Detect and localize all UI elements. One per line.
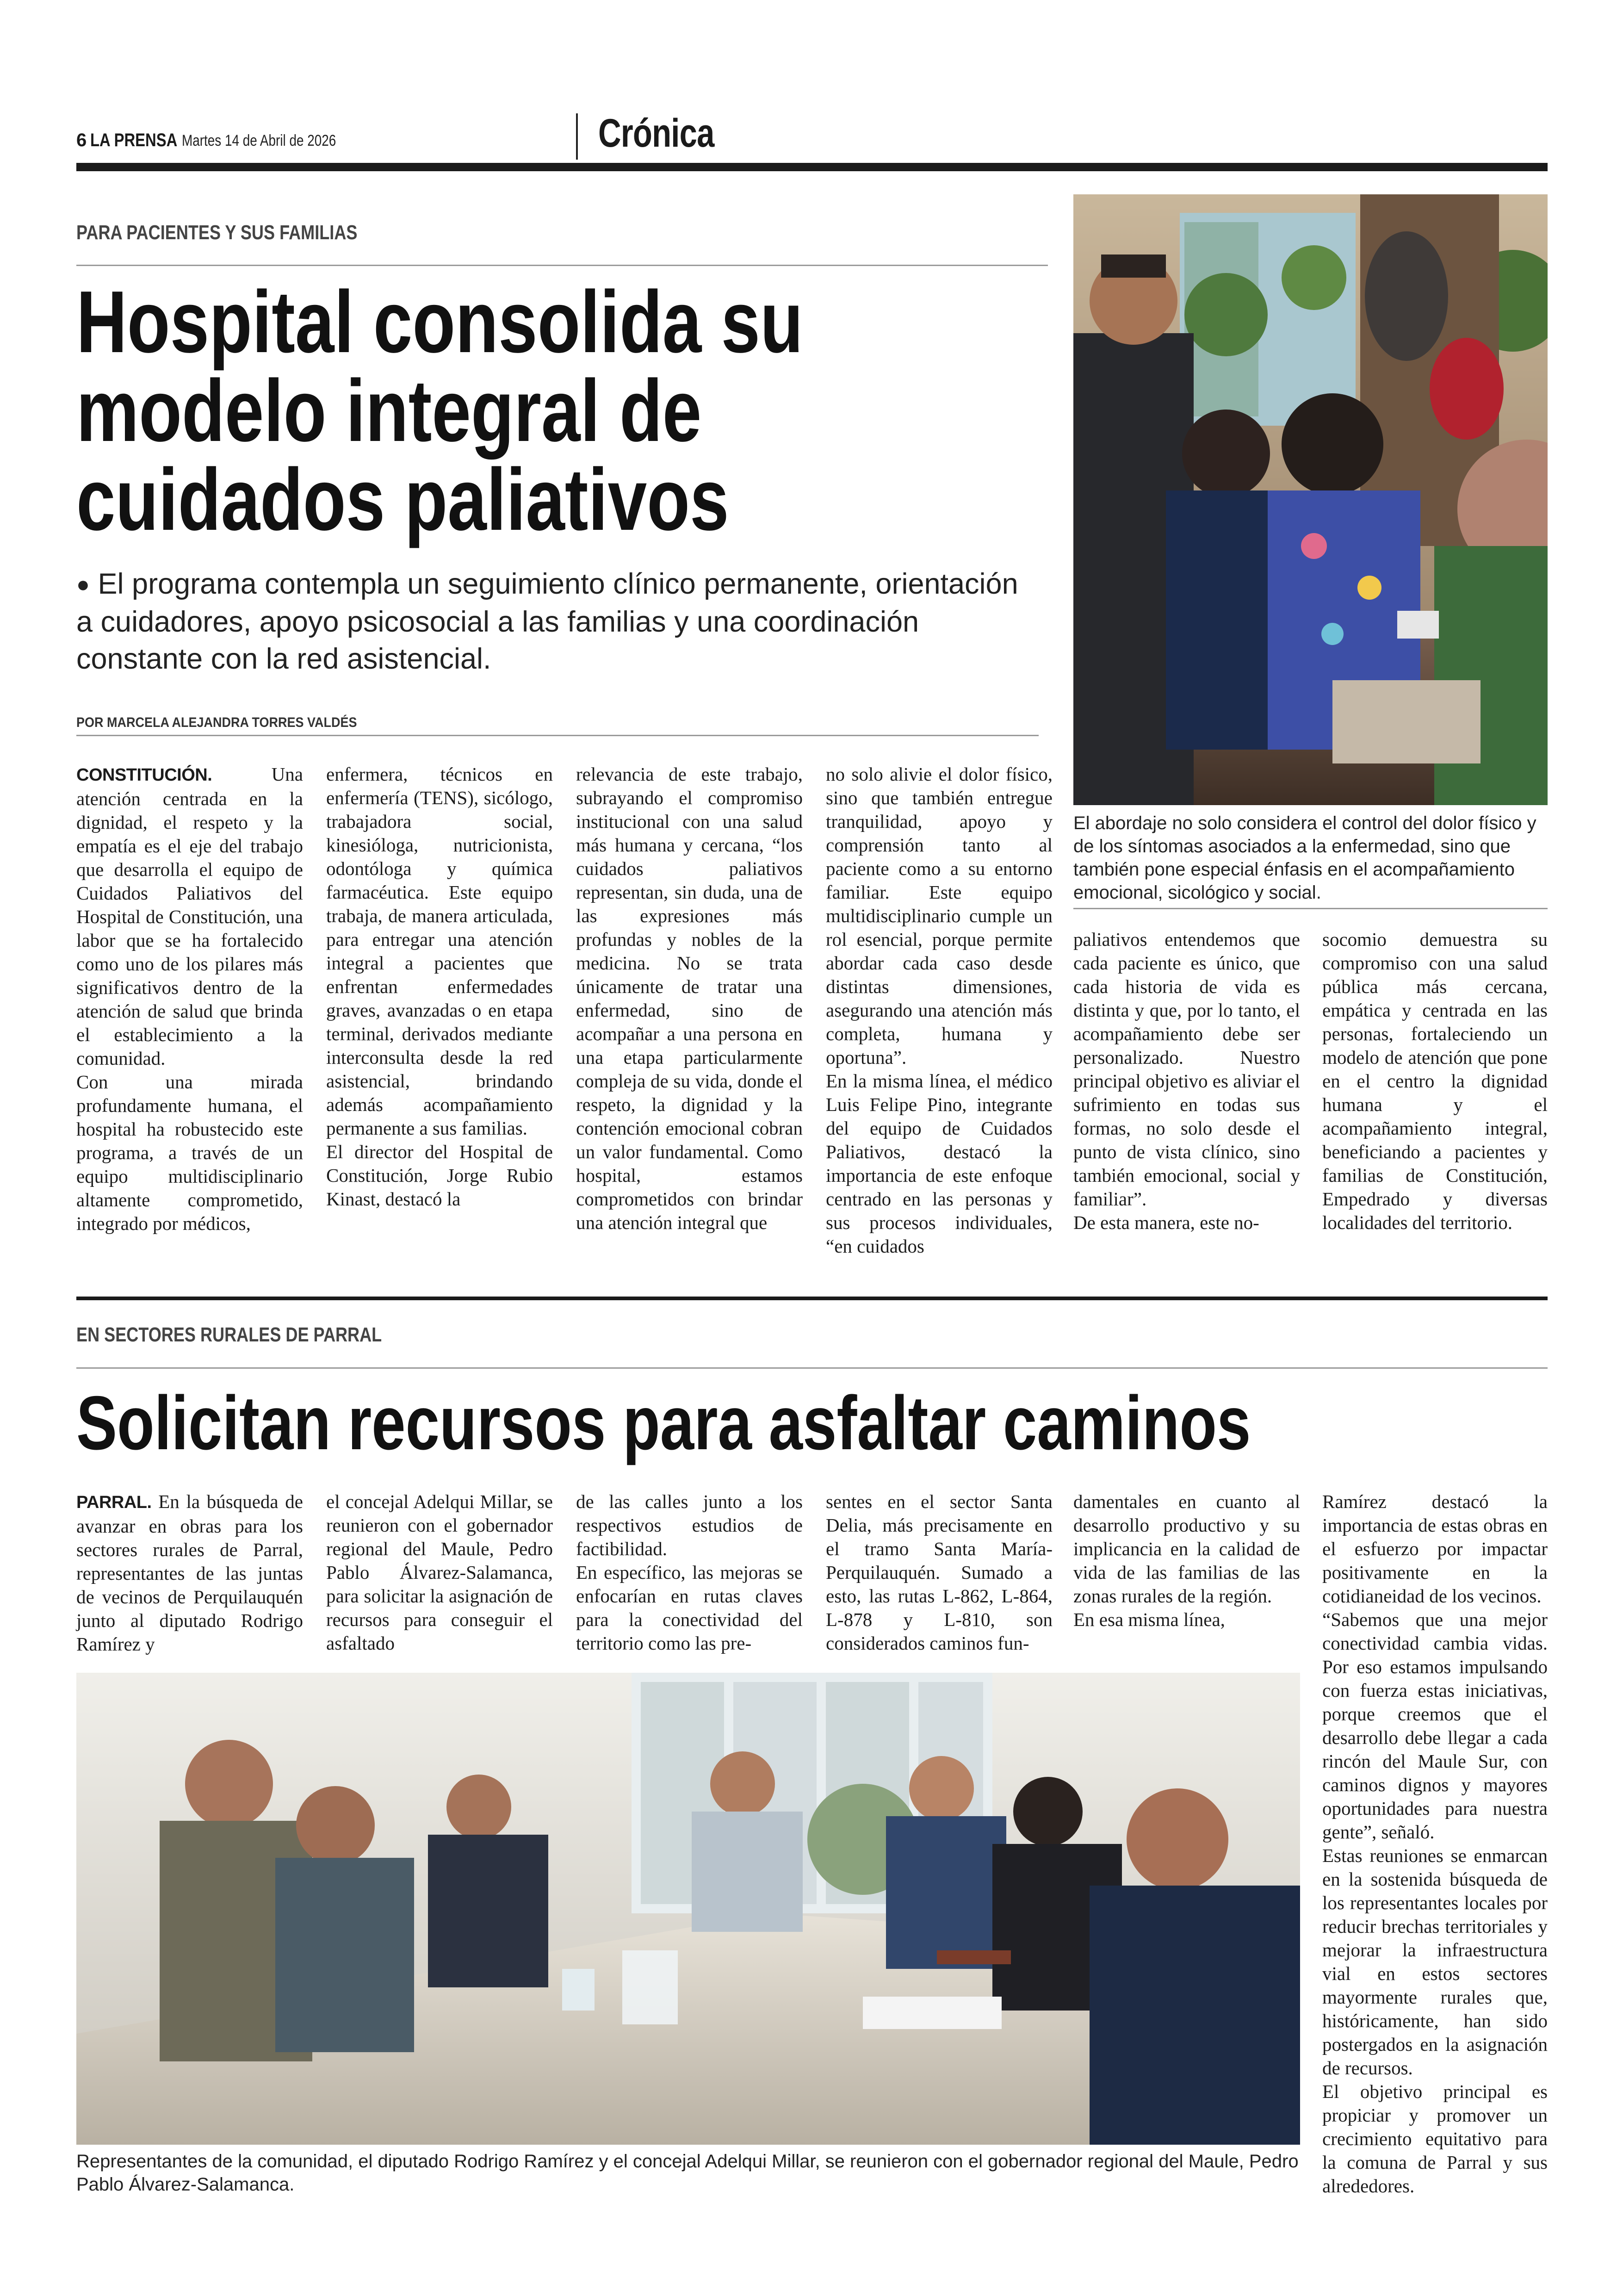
paragraph: damentales en cuanto al desarrollo productivo y su implicancia en la calidad de vida de las familias de las zonas rurales de la región. xyxy=(1073,1491,1300,1607)
paragraph xyxy=(76,763,303,1070)
paragraph: el concejal Adelqui Millar, se reunieron con el gobernador regional del Maule, Pedro Pablo Álvarez-Salamanca, para solicitar la asignación de recursos para conseguir el asfaltado xyxy=(326,1491,553,1654)
article1-column-2 xyxy=(326,763,553,1211)
article1-column-6 xyxy=(1322,928,1548,1235)
paragraph: De esta manera, este no- xyxy=(1073,1212,1259,1233)
headline-line: cuidados paliativos xyxy=(76,451,729,549)
paragraph: de las calles junto a los respectivos estudios de factibilidad. xyxy=(576,1491,803,1559)
article2-column-4 xyxy=(826,1490,1053,1655)
article2-headline: Solicitan recursos para asfaltar caminos xyxy=(76,1380,1251,1465)
article2-column-3 xyxy=(576,1490,803,1655)
byline-rule xyxy=(76,735,1039,736)
article1-kicker: PARA PACIENTES Y SUS FAMILIAS xyxy=(76,221,358,244)
article2-column-1 xyxy=(76,1490,303,1656)
paragraph: En la misma línea, el médico Luis Felipe Pino, integrante del equipo de Cuidados Paliativos, destacó la importancia de este enfoque centrado en las personas y sus procesos individuales, “en cuidados xyxy=(826,1070,1053,1257)
paragraph: relevancia de este trabajo, subrayando el compromiso institucional con una salud más humana y cercana, “los cuidados paliativos representan, sin duda, una de las expresiones más profundas y nobles de la medicina. No se trata únicamente de tratar una enfermedad, sino de acompañar a una persona en una etapa particularmente compleja de su vida, donde el respeto, la dignidad y la contención emocional cobran un valor fundamental. Como hospital, estamos comprometidos con brindar una atención integral que xyxy=(576,763,803,1233)
bullet-icon: ● xyxy=(76,572,90,597)
article1-byline: POR MARCELA ALEJANDRA TORRES VALDÉS xyxy=(76,715,357,730)
article1-column-3 xyxy=(576,763,803,1235)
paragraph: enfermera, técnicos en enfermería (TENS), sicólogo, trabajadora social, kinesióloga, nutricionista, odontóloga y química farmacéutica. Este equipo trabaja, de manera articulada, para entregar una atención integral a pacientes que enfrentan enfermedades graves, avanzadas o en etapa terminal, derivados mediante interconsulta desde la red asistencial, brindando además acompañamiento permanente a sus familias. xyxy=(326,763,553,1139)
paragraph: En específico, las mejoras se enfocarían en rutas claves para la conectividad del territorio como las pre- xyxy=(576,1562,803,1654)
article1-column-1 xyxy=(76,763,303,1235)
article1-headline xyxy=(76,273,1048,549)
paragraph: El objetivo principal es propiciar y promover un crecimiento equitativo para la comuna de Parral y sus alrededores. xyxy=(1322,2081,1548,2197)
article2-kicker: EN SECTORES RURALES DE PARRAL xyxy=(76,1323,382,1346)
article2-column-2 xyxy=(326,1490,553,1655)
caption-rule xyxy=(1073,908,1548,909)
dateline: PARRAL. xyxy=(76,1493,152,1512)
paragraph: “Sabemos que una mejor conectividad cambia vidas. Por eso estamos impulsando con fuerza estas iniciativas, porque creemos que el desarrollo debe llegar a cada rincón del Maule Sur, con caminos dignos y mayores oportunidades para nuestra gente”, señaló. xyxy=(1322,1609,1548,1843)
page-header xyxy=(76,113,1548,164)
section-title: Crónica xyxy=(598,111,714,155)
article1-photo-caption: El abordaje no solo considera el control del dolor físico y de los síntomas asociados a la enfermedad, sino que también pone especial énfasis en el acompañamiento emocional, sicológico y social. xyxy=(1073,813,1536,903)
article1-photo xyxy=(1073,194,1548,805)
kicker-rule xyxy=(76,1367,1548,1369)
publication-name: LA PRENSA xyxy=(90,130,178,150)
article-separator xyxy=(76,1297,1548,1300)
headline-line: Hospital consolida su xyxy=(76,273,803,371)
paragraph xyxy=(76,1490,303,1656)
issue-date: Martes 14 de Abril de 2026 xyxy=(182,132,336,149)
paragraph: socomio demuestra su compromiso con una salud pública más cercana, empática y centrada en las personas, fortaleciendo un modelo de atención que pone en el centro la dignidad humana y el acompañamiento integral, beneficiando a pacientes y familias de Constitución, Empedrado y diversas localidades del territorio. xyxy=(1322,929,1548,1233)
paragraph: paliativos entendemos que cada paciente es único, que cada historia de vida es distinta y que, por lo tanto, el acompañamiento debe ser personalizado. Nuestro principal objetivo es aliviar el sufrimiento en todas sus formas, no solo desde el punto de vista clínico, sino también emocional, social y familiar”. xyxy=(1073,929,1300,1210)
header-divider xyxy=(576,113,578,160)
paragraph-text: En la búsqueda de avanzar en obras para los sectores rurales de Parral, representantes de las juntas de vecinos de Perquilauquén junto al diputado Rodrigo Ramírez y xyxy=(76,1491,303,1655)
article1-deck xyxy=(76,565,1039,677)
article2-column-5 xyxy=(1073,1490,1300,1632)
meeting-photo xyxy=(76,1673,1300,2145)
headline-line: modelo integral de xyxy=(76,362,702,460)
header-rule xyxy=(76,163,1548,171)
paragraph: Ramírez destacó la importancia de estas obras en el esfuerzo por impactar positivamente en la cotidianeidad de los vecinos. xyxy=(1322,1491,1548,1607)
paragraph: En esa misma línea, xyxy=(1073,1609,1225,1630)
kicker-rule xyxy=(76,265,1048,266)
article1-column-4 xyxy=(826,763,1053,1258)
paragraph: El director del Hospital de Constitución, Jorge Rubio Kinast, destacó la xyxy=(326,1141,553,1210)
paragraph-text: Una atención centrada en la dignidad, el respeto y la empatía es el eje del trabajo que desarrolla el equipo de Cuidados Paliativos del Hospital de Constitución, una labor que se ha fortalecido como uno de los pilares más significativos dentro de la atención de salud que brinda el establecimiento a la comunidad. xyxy=(76,763,303,1069)
article1-column-5 xyxy=(1073,928,1300,1235)
dateline: CONSTITUCIÓN. xyxy=(76,765,212,785)
palliative-care-photo xyxy=(1073,194,1548,805)
paragraph: no solo alivie el dolor físico, sino que también entregue tranquilidad, apoyo y comprensión tanto al paciente como a su entorno familiar. Este equipo multidisciplinario cumple un rol esencial, porque permite abordar cada caso desde distintas dimensiones, asegurando una atención más completa, humana y oportuna”. xyxy=(826,763,1053,1068)
paragraph: sentes en el sector Santa Delia, más precisamente en el tramo Santa María-Perquilauquén. Sumado a esto, las rutas L-862, L-864, L-878 y L-810, son considerados caminos fun- xyxy=(826,1491,1053,1654)
article2-photo-caption: Representantes de la comunidad, el diputado Rodrigo Ramírez y el concejal Adelqui Millar, se reunieron con el gobernador regional del Maule, Pedro Pablo Álvarez-Salamanca. xyxy=(76,2151,1299,2195)
paragraph: Estas reuniones se enmarcan en la sostenida búsqueda de los representantes locales por reducir brechas territoriales y mejorar la infraestructura vial en estos sectores mayormente rurales que, históricamente, han sido postergados en la asignación de recursos. xyxy=(1322,1845,1548,2079)
deck-text: El programa contempla un seguimiento clínico permanente, orientación a cuidadores, apoyo psicosocial a las familias y una coordinación constante con la red asistencial. xyxy=(76,568,1018,675)
article2-photo xyxy=(76,1673,1300,2145)
paragraph: Con una mirada profundamente humana, el hospital ha robustecido este programa, a través de un equipo multidisciplinario altamente comprometido, integrado por médicos, xyxy=(76,1071,303,1234)
page-number: 6 xyxy=(76,130,87,150)
article2-column-6 xyxy=(1322,1490,1548,2198)
